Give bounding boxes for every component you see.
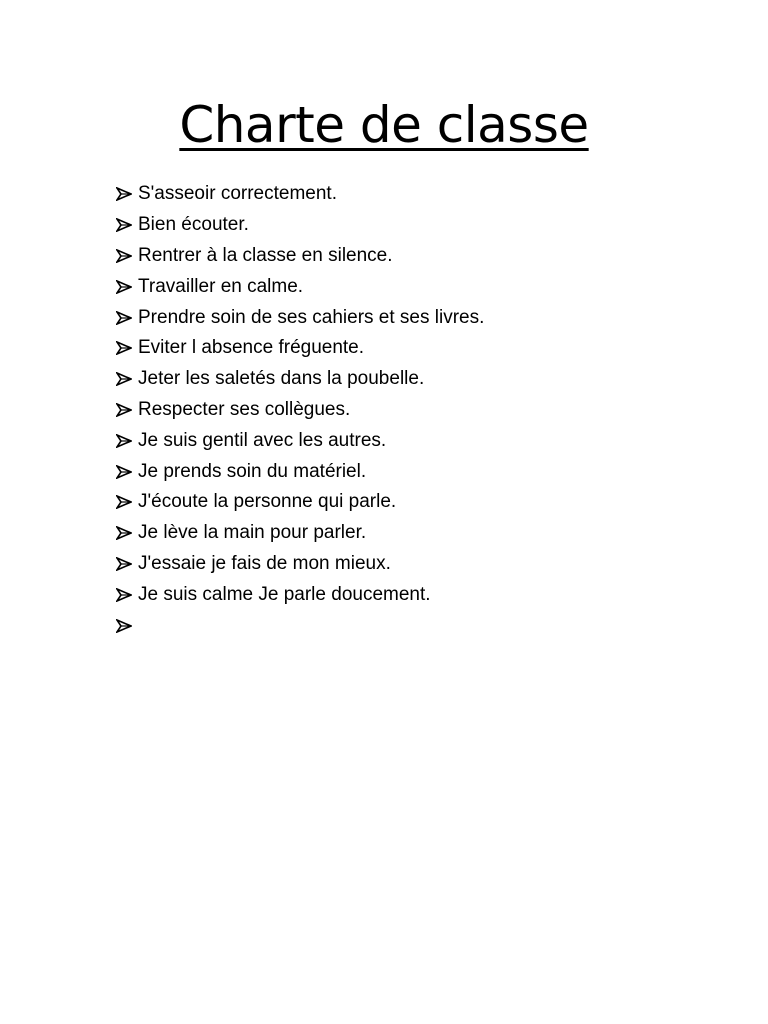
list-item-text: Eviter l absence fréguente. — [138, 337, 365, 359]
arrowhead-bullet-icon — [116, 434, 132, 448]
arrowhead-bullet-icon — [116, 372, 132, 386]
list-item — [116, 302, 484, 333]
list-item-text: Prendre soin de ses cahiers et ses livres. — [138, 306, 485, 328]
list-item-text: S'asseoir correctement. — [138, 183, 337, 205]
arrowhead-bullet-icon — [116, 403, 132, 417]
list-item — [116, 579, 484, 610]
arrowhead-bullet-icon — [116, 557, 132, 571]
list-item-text: Je suis calme Je parle doucement. — [138, 583, 431, 605]
list-item — [116, 610, 484, 641]
list-item — [116, 271, 484, 302]
list-item-text: Je lève la main pour parler. — [138, 522, 367, 544]
list-item — [116, 456, 484, 487]
list-item — [116, 425, 484, 456]
list-item — [116, 179, 484, 210]
arrowhead-bullet-icon — [116, 187, 132, 201]
list-item-text: Bien écouter. — [138, 214, 249, 236]
list-item-text: Travailler en calme. — [138, 275, 304, 297]
list-item-text: Je suis gentil avec les autres. — [138, 429, 387, 451]
list-item-text: Respecter ses collègues. — [138, 398, 351, 420]
list-item-text: Jeter les saletés dans la poubelle. — [138, 368, 425, 390]
list-item — [116, 210, 484, 241]
arrowhead-bullet-icon — [116, 280, 132, 294]
list-item — [116, 518, 484, 549]
arrowhead-bullet-icon — [116, 218, 132, 232]
list-item — [116, 487, 484, 518]
arrowhead-bullet-icon — [116, 311, 132, 325]
arrowhead-bullet-icon — [116, 341, 132, 355]
arrowhead-bullet-icon — [116, 465, 132, 479]
list-item — [116, 333, 484, 364]
list-item — [116, 395, 484, 426]
list-item — [116, 549, 484, 580]
arrowhead-bullet-icon — [116, 619, 132, 633]
arrowhead-bullet-icon — [116, 495, 132, 509]
arrowhead-bullet-icon — [116, 526, 132, 540]
page-title: Charte de classe — [179, 96, 589, 154]
list-item — [116, 364, 484, 395]
list-item-text: Rentrer à la classe en silence. — [138, 244, 393, 266]
list-item-text: J'écoute la personne qui parle. — [138, 491, 397, 513]
list-item-text: Je prends soin du matériel. — [138, 460, 367, 482]
rules-list — [116, 179, 484, 641]
arrowhead-bullet-icon — [116, 588, 132, 602]
list-item — [116, 241, 484, 272]
arrowhead-bullet-icon — [116, 249, 132, 263]
list-item-text: J'essaie je fais de mon mieux. — [138, 552, 391, 574]
